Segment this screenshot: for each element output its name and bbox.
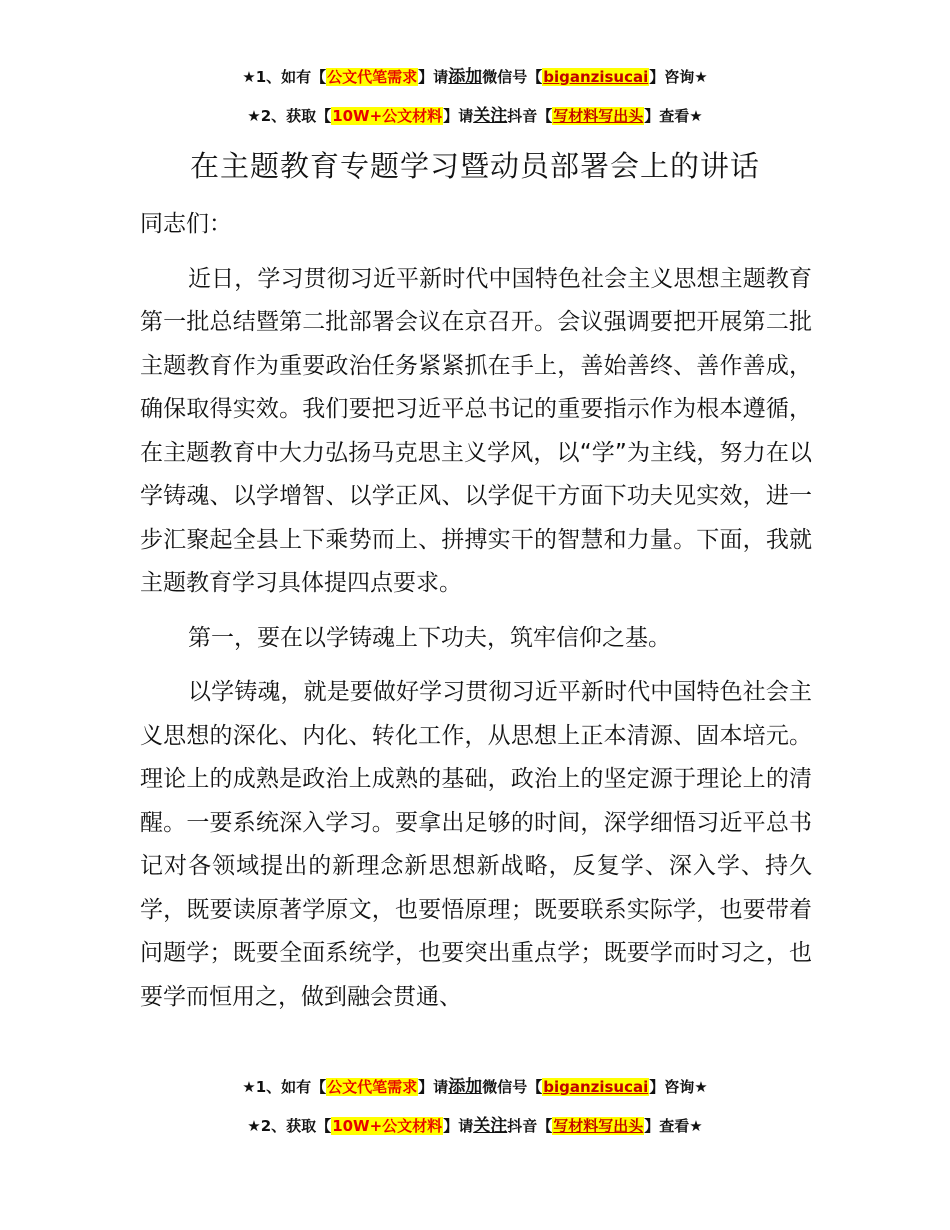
footer-l1-suffix: 】咨询★	[649, 1078, 708, 1096]
header-l2-highlight-materials: 10W+公文材料	[332, 107, 443, 125]
footer-l1-emphasis: 添加	[448, 1077, 483, 1097]
footer-l2-text: 】请	[443, 1117, 474, 1135]
document-title: 在主题教育专题学习暨动员部署会上的讲话	[189, 149, 760, 183]
footer-l1-highlight-wechat: biganzisucai	[543, 1078, 649, 1096]
header-l2-prefix: ★2、获取【	[247, 107, 332, 125]
footer-l2-suffix: 】查看★	[644, 1117, 703, 1135]
footer-l2-highlight-materials: 10W+公文材料	[332, 1117, 443, 1135]
header-l2-highlight-douyin: 写材料写出头	[553, 107, 644, 125]
footer-l2-prefix: ★2、获取【	[247, 1117, 332, 1135]
header-l2-suffix: 】查看★	[644, 107, 703, 125]
footer-l2-text-2: 抖音【	[507, 1117, 553, 1135]
header-l1-text: 】请	[418, 68, 449, 86]
paragraph-point-1-heading: 第一，要在以学铸魂上下功夫，筑牢信仰之基。	[188, 624, 671, 651]
footer-l2-highlight-douyin: 写材料写出头	[553, 1117, 644, 1135]
header-l2-emphasis: 关注	[473, 106, 508, 126]
header-l2-text: 】请	[443, 107, 474, 125]
footer-l1-text: 】请	[418, 1078, 449, 1096]
salutation: 同志们：	[140, 211, 232, 237]
header-l2-text-2: 抖音【	[507, 107, 553, 125]
footer-l1-highlight-service: 公文代笔需求	[327, 1078, 418, 1096]
header-l1-suffix: 】咨询★	[649, 68, 708, 86]
header-l1-prefix: ★1、如有【	[242, 68, 327, 86]
paragraph-point-1-body: 以学铸魂，就是要做好学习贯彻习近平新时代中国特色社会主义思想的深化、内化、转化工作，从思想上正本清源、固本培元。理论上的成熟是政治上成熟的基础，政治上的坚定源于理论上的清醒。一要系统深入学习。要拿出足够的时间，深学细悟习近平总书记对各领域提出的新理念新思想新战略，反复学、深入学、持久学，既要读原著学原文，也要悟原理；既要联系实际学，也要带着问题学；既要全面系统学，也要突出重点学；既要学而时习之，也要学而恒用之，做到融会贯通、	[140, 679, 812, 1010]
document-body	[140, 203, 812, 1019]
header-l1-emphasis: 添加	[448, 67, 483, 87]
footer-l1-text-2: 微信号【	[482, 1078, 543, 1096]
footer-promo-line-2	[0, 1116, 950, 1136]
footer-promo-line-1	[0, 1077, 950, 1097]
header-promo-line-2	[0, 106, 950, 126]
footer-l1-prefix: ★1、如有【	[242, 1078, 327, 1096]
footer-l2-emphasis: 关注	[473, 1116, 508, 1136]
header-promo-line-1	[0, 67, 950, 87]
header-l1-highlight-service: 公文代笔需求	[327, 68, 418, 86]
header-l1-text-2: 微信号【	[482, 68, 543, 86]
paragraph-intro: 近日，学习贯彻习近平新时代中国特色社会主义思想主题教育第一批总结暨第二批部署会议在京召开。会议强调要把开展第二批主题教育作为重要政治任务紧紧抓在手上，善始善终、善作善成，确保取得实效。我们要把习近平总书记的重要指示作为根本遵循，在主题教育中大力弘扬马克思主义学风，以“学”为主线，努力在以学铸魂、以学增智、以学正风、以学促干方面下功夫见实效，进一步汇聚起全县上下乘势而上、拼搏实干的智慧和力量。下面，我就主题教育学习具体提四点要求。	[140, 265, 812, 596]
header-l1-highlight-wechat: biganzisucai	[543, 68, 649, 86]
